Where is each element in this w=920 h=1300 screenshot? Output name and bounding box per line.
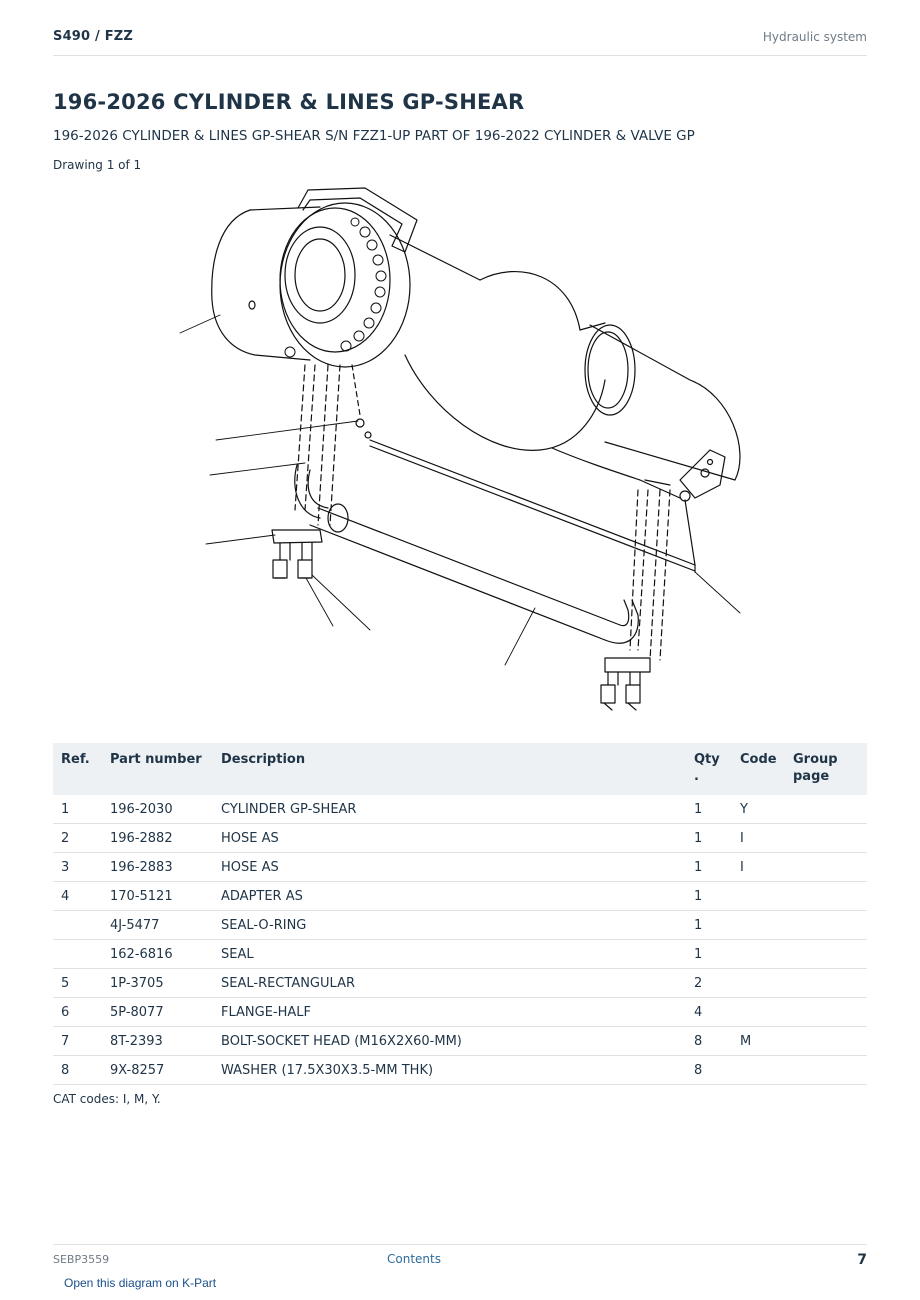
cell-code: Y (732, 795, 785, 824)
cell-code (732, 1056, 785, 1085)
cell-part-number: 196-2030 (102, 795, 213, 824)
cell-ref: 4 (53, 882, 102, 911)
table-row (53, 795, 867, 824)
cell-group-page (785, 998, 867, 1027)
header-divider (53, 55, 867, 56)
col-header-group-line1: Group (793, 752, 838, 767)
cell-code: I (732, 853, 785, 882)
cell-description: CYLINDER GP-SHEAR (213, 795, 686, 824)
page-subtitle: 196-2026 CYLINDER & LINES GP-SHEAR S/N FZZ1-UP PART OF 196-2022 CYLINDER & VALVE GP (53, 128, 695, 144)
exploded-parts-drawing-icon[interactable] (160, 180, 760, 725)
cell-part-number: 4J-5477 (102, 911, 213, 940)
col-header-code: Code (732, 743, 785, 795)
table-row (53, 969, 867, 998)
cell-qty: 1 (686, 940, 732, 969)
cell-qty: 1 (686, 882, 732, 911)
table-row (53, 940, 867, 969)
cell-part-number: 162-6816 (102, 940, 213, 969)
cell-ref: 7 (53, 1027, 102, 1056)
cell-description: SEAL (213, 940, 686, 969)
cell-group-page (785, 795, 867, 824)
cell-code (732, 882, 785, 911)
cell-code (732, 911, 785, 940)
cell-group-page (785, 853, 867, 882)
cell-part-number: 170-5121 (102, 882, 213, 911)
parts-table (53, 743, 867, 1085)
col-header-qty (686, 743, 732, 795)
drawing-label: Drawing 1 of 1 (53, 158, 142, 172)
cell-ref: 6 (53, 998, 102, 1027)
leader-lines (180, 315, 740, 665)
cat-codes-note: CAT codes: I, M, Y. (53, 1092, 161, 1106)
cell-description: HOSE AS (213, 853, 686, 882)
cell-description: BOLT-SOCKET HEAD (M16X2X60-MM) (213, 1027, 686, 1056)
cell-part-number: 1P-3705 (102, 969, 213, 998)
breadcrumb: S490 / FZZ (53, 29, 134, 44)
cell-part-number: 8T-2393 (102, 1027, 213, 1056)
document-id: SEBP3559 (53, 1253, 110, 1266)
cell-code (732, 940, 785, 969)
cell-group-page (785, 969, 867, 998)
page-number: 7 (857, 1252, 867, 1268)
cell-group-page (785, 940, 867, 969)
cell-qty: 2 (686, 969, 732, 998)
cell-qty: 8 (686, 1056, 732, 1085)
cell-code: M (732, 1027, 785, 1056)
cell-group-page (785, 1027, 867, 1056)
cell-group-page (785, 882, 867, 911)
cell-ref (53, 940, 102, 969)
contents-link[interactable]: Contents (387, 1252, 441, 1266)
cell-ref (53, 911, 102, 940)
cell-code (732, 969, 785, 998)
cell-qty: 1 (686, 824, 732, 853)
col-header-description: Description (213, 743, 686, 795)
cell-ref: 8 (53, 1056, 102, 1085)
cell-part-number: 9X-8257 (102, 1056, 213, 1085)
page-title: 196-2026 CYLINDER & LINES GP-SHEAR (53, 90, 525, 114)
table-row (53, 998, 867, 1027)
cell-qty: 8 (686, 1027, 732, 1056)
cell-description: FLANGE-HALF (213, 998, 686, 1027)
col-header-part-number: Part number (102, 743, 213, 795)
cell-group-page (785, 824, 867, 853)
cell-code (732, 998, 785, 1027)
cell-ref: 2 (53, 824, 102, 853)
table-row (53, 882, 867, 911)
table-row (53, 824, 867, 853)
cell-qty: 1 (686, 795, 732, 824)
cell-ref: 3 (53, 853, 102, 882)
cell-description: ADAPTER AS (213, 882, 686, 911)
table-row (53, 853, 867, 882)
cell-qty: 1 (686, 911, 732, 940)
cell-qty: 1 (686, 853, 732, 882)
col-header-group-line2: page (793, 769, 830, 784)
cell-description: SEAL-RECTANGULAR (213, 969, 686, 998)
col-header-qty-line1: Qty (694, 752, 720, 767)
table-row (53, 1056, 867, 1085)
section-name: Hydraulic system (762, 30, 867, 44)
cell-group-page (785, 911, 867, 940)
col-header-qty-line2: . (694, 769, 699, 784)
cell-description: SEAL-O-RING (213, 911, 686, 940)
table-row (53, 911, 867, 940)
table-header-row (53, 743, 867, 795)
cell-description: WASHER (17.5X30X3.5-MM THK) (213, 1056, 686, 1085)
footer-divider (53, 1244, 867, 1245)
cell-ref: 1 (53, 795, 102, 824)
cell-code: I (732, 824, 785, 853)
cell-part-number: 196-2882 (102, 824, 213, 853)
cell-group-page (785, 1056, 867, 1085)
table-row (53, 1027, 867, 1056)
cell-ref: 5 (53, 969, 102, 998)
col-header-group-page (785, 743, 867, 795)
cell-qty: 4 (686, 998, 732, 1027)
cell-part-number: 5P-8077 (102, 998, 213, 1027)
cell-part-number: 196-2883 (102, 853, 213, 882)
cell-description: HOSE AS (213, 824, 686, 853)
col-header-ref: Ref. (53, 743, 102, 795)
kpart-diagram-link[interactable]: Open this diagram on K-Part (64, 1276, 217, 1290)
